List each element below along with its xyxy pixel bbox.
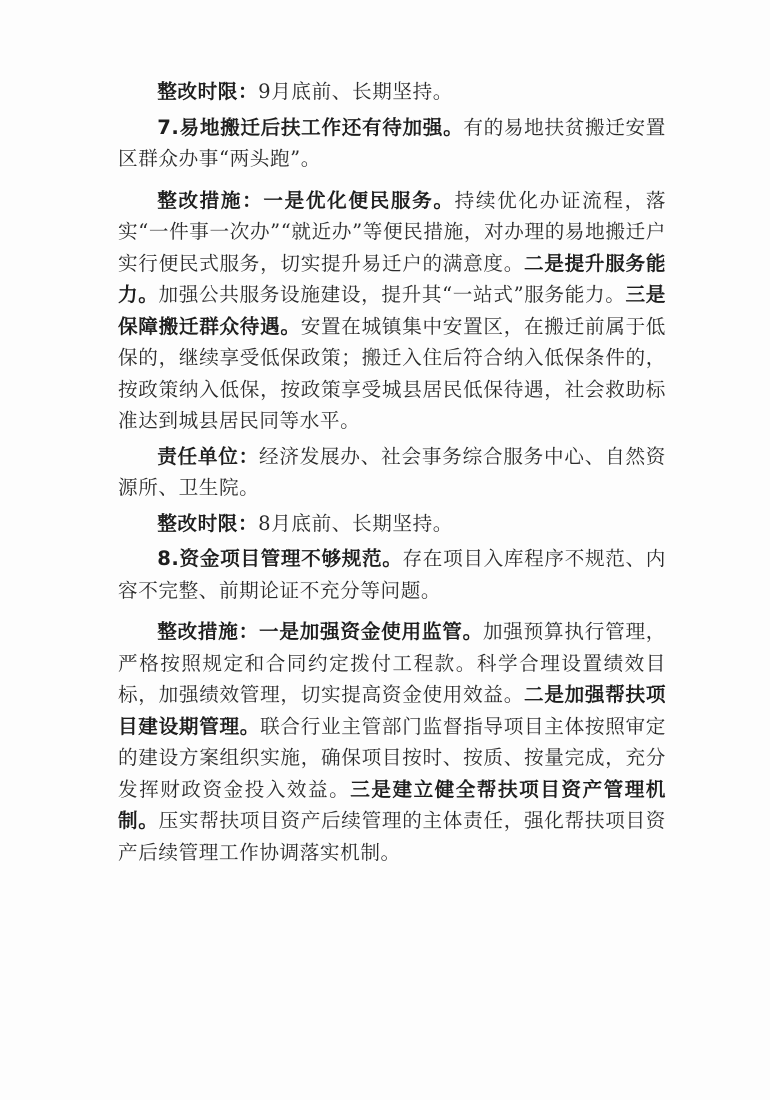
measure-2-title: 二是提升服务能力。 — [118, 251, 667, 306]
issue-7-paragraph — [118, 112, 666, 175]
issue-7-text: 有的易地扶贫搬迁安置区群众办事“两头跑”。 — [118, 115, 666, 170]
measure-1-text: 持续优化办证流程，落实“一件事一次办”“就近办”等便民措施，对办理的易地搬迁户实行便民式服务，切实提升易迁户的满意度。 — [118, 188, 667, 275]
deadline-paragraph-2 — [118, 508, 666, 540]
measures-paragraph-2 — [118, 616, 666, 868]
issue-8-heading: 8.资金项目管理不够规范。 — [157, 547, 403, 570]
measures-label: 整改措施： — [157, 620, 259, 643]
measure-3-text: 安置在城镇集中安置区，在搬迁前属于低保的，继续享受低保政策；搬迁入住后符合纳入低保条件的，按政策纳入低保，按政策享受城县居民低保待遇，社会救助标准达到城县居民同等水平。 — [118, 314, 666, 432]
document-body — [118, 76, 666, 868]
measure-1-text: 加强预算执行管理，严格按照规定和合同约定拨付工程款。科学合理设置绩效目标，加强绩效管理，切实提高资金使用效益。 — [118, 620, 666, 706]
measures-paragraph-1 — [118, 185, 666, 437]
issue-8-text: 存在项目入库程序不规范、内容不完整、前期论证不充分等问题。 — [118, 547, 666, 602]
deadline-text: 8月底前、长期坚持。 — [258, 511, 453, 535]
measure-1-title: 一是加强资金使用监管。 — [258, 620, 483, 643]
responsible-units-text: 经济发展办、社会事务综合服务中心、自然资源所、卫生院。 — [118, 444, 667, 499]
measure-2-text: 联合行业主管部门监督指导项目主体按照审定的建设方案组织实施，确保项目按时、按质、按量完成，充分发挥财政资金投入效益。 — [118, 714, 667, 801]
issue-8-paragraph — [118, 543, 666, 606]
measure-1-title: 一是优化便民服务。 — [263, 188, 455, 212]
deadline-text: 9月底前、长期坚持。 — [258, 80, 453, 103]
measure-2-title: 二是加强帮扶项目建设期管理。 — [118, 683, 667, 738]
responsible-units-label: 责任单位： — [157, 444, 259, 468]
issue-7-heading: 7.易地搬迁后扶工作还有待加强。 — [157, 115, 464, 139]
measures-label: 整改措施： — [157, 188, 264, 212]
measure-3-text: 压实帮扶项目资产后续管理的主体责任，强化帮扶项目资产后续管理工作协调落实机制。 — [118, 809, 667, 864]
measure-3-title: 三是建立健全帮扶项目资产管理机制。 — [118, 777, 666, 832]
deadline-paragraph-1 — [118, 76, 666, 108]
deadline-label: 整改时限： — [157, 511, 259, 535]
responsible-units-paragraph — [118, 441, 666, 504]
measure-2-text: 加强公共服务设施建设，提升其“一站式”服务能力。 — [158, 283, 626, 306]
deadline-label: 整改时限： — [157, 80, 259, 103]
measure-3-title: 三是保障搬迁群众待遇。 — [118, 283, 666, 338]
